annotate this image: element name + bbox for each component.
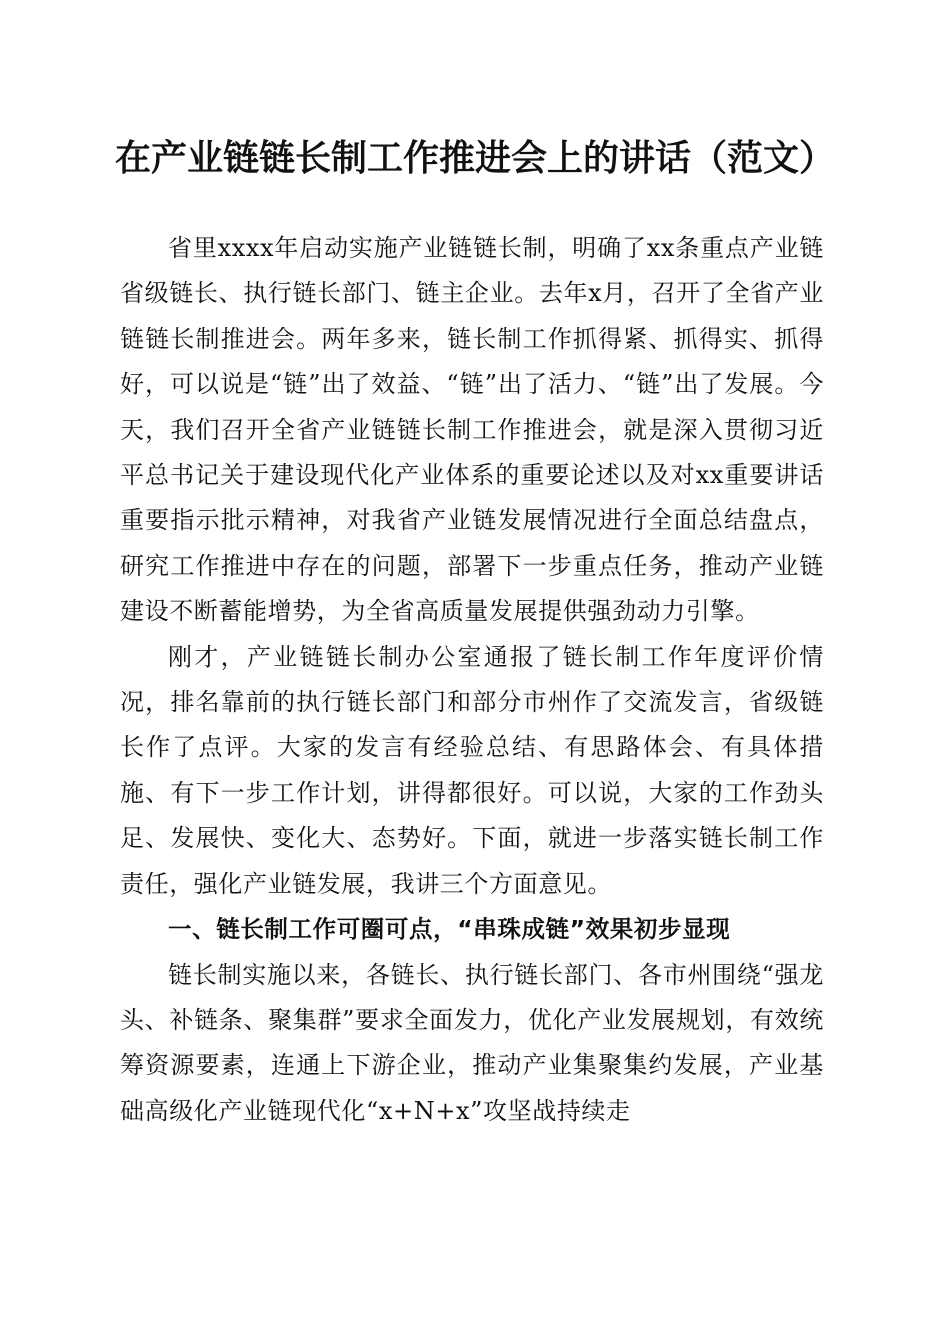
section-paragraph: 链长制实施以来，各链长、执行链长部门、各市州围绕“强龙头、补链条、聚集群”要求全面发力，优化产业发展规划，有效统筹资源要素，连通上下游企业，推动产业集聚集约发展，产业基础高级化产业链现代化“x+N+x”攻坚战持续走 — [120, 960, 824, 1125]
document-title: 在产业链链长制工作推进会上的讲话（范文） — [114, 137, 835, 179]
section-heading: 一、链长制工作可圈可点，“串珠成链”效果初步显现 — [168, 915, 731, 944]
paragraph-summary: 刚才，产业链链长制办公室通报了链长制工作年度评价情况，排名靠前的执行链长部门和部分市州作了交流发言，省级链长作了点评。大家的发言有经验总结、有思路体会、有具体措施、有下一步工作计划，讲得都很好。可以说，大家的工作劲头足、发展快、变化大、态势好。下面，就进一步落实链长制工作责任，强化产业链发展，我讲三个方面意见。 — [120, 642, 824, 898]
document-body — [120, 226, 824, 1134]
paragraph-intro: 省里xxxx年启动实施产业链链长制，明确了xx条重点产业链省级链长、执行链长部门、链主企业。去年x月，召开了全省产业链链长制推进会。两年多来，链长制工作抓得紧、抓得实、抓得好，可以说是“链”出了效益、“链”出了活力、“链”出了发展。今天，我们召开全省产业链链长制工作推进会，就是深入贯彻习近平总书记关于建设现代化产业体系的重要论述以及对xx重要讲话重要指示批示精神，对我省产业链发展情况进行全面总结盘点，研究工作推进中存在的问题，部署下一步重点任务，推动产业链建设不断蓄能增势，为全省高质量发展提供强劲动力引擎。 — [120, 234, 824, 626]
